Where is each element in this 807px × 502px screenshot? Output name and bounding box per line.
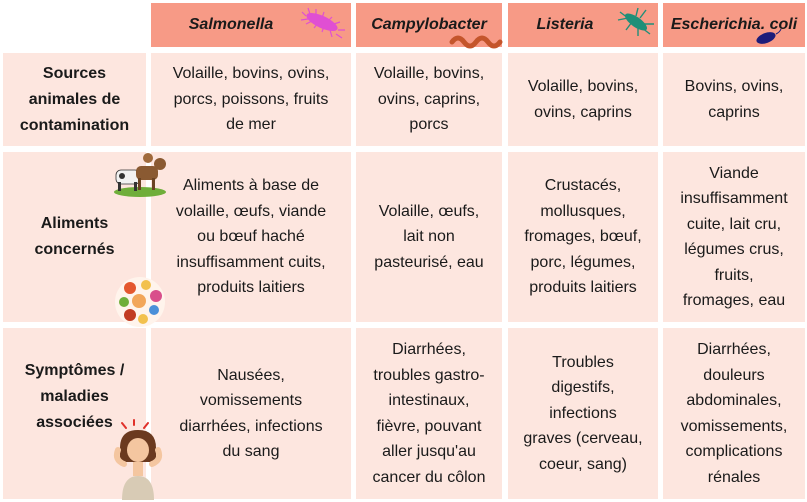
cell-line: fromages, eau [682, 292, 786, 309]
cell-line: Volaille, bovins, [373, 65, 485, 83]
cell-line: mollusques, [540, 202, 626, 220]
cell-symptomes-listeria [508, 328, 658, 499]
row-header-aliments-line: Aliments [40, 215, 109, 232]
cell-line: ovins, caprins, [377, 90, 481, 108]
cell-line: de mer [226, 116, 276, 134]
salmonella-bacterium-icon [300, 6, 350, 42]
row-header-symptomes-line: Symptômes / [24, 361, 125, 379]
column-header-ecoli-label: Escherichia. coli [670, 16, 798, 33]
row-header-aliments-line: concernés [34, 241, 115, 258]
cell-line: complications [685, 443, 783, 460]
cell-line: intestinaux, [388, 392, 470, 409]
cell-line: Bovins, ovins, [684, 78, 784, 95]
cell-line: diarrhées, infections [179, 417, 323, 435]
cell-line: digestifs, [551, 379, 615, 397]
cell-aliments-campylobacter [356, 152, 502, 322]
cell-line: porc, légumes, [530, 253, 636, 271]
cell-line: Troubles [552, 353, 614, 371]
cell-line: coeur, sang) [538, 455, 628, 473]
cell-line: Diarrhées, [697, 341, 771, 358]
cell-line: porcs, poissons, fruits [173, 90, 329, 108]
cell-line: douleurs [703, 366, 765, 384]
cell-sources-campylobacter [356, 53, 502, 146]
cell-line: rénales [707, 468, 761, 486]
listeria-bacterium-icon [616, 8, 656, 44]
cell-line: lait non [403, 228, 455, 246]
cell-line: vomissements [199, 392, 303, 409]
cell-line: Aliments à base de [182, 177, 320, 195]
cell-line: Crustacés, [544, 177, 622, 195]
cell-line: abdominales, [686, 392, 782, 409]
column-header-salmonella-label: Salmonella [188, 16, 274, 33]
cell-sources-ecoli [663, 53, 805, 146]
cell-symptomes-salmonella [151, 328, 351, 499]
column-header-ecoli [663, 3, 805, 47]
cell-line: graves (cerveau, [523, 430, 643, 448]
row-header-symptomes-line: associées [36, 413, 113, 431]
cell-line: vomissements, [680, 417, 788, 435]
column-header-listeria-label: Listeria [536, 16, 594, 33]
cell-line: fromages, bœuf, [524, 228, 642, 246]
cell-line: Nausées, [217, 366, 285, 384]
cell-line: cuite, lait cru, [686, 215, 782, 233]
cell-line: Volaille, bovins, ovins, [172, 65, 330, 83]
food-assortment-icon [112, 274, 168, 330]
cell-line: infections [549, 404, 617, 422]
cell-line: porcs [409, 116, 449, 134]
cell-line: fièvre, pouvant [376, 417, 482, 435]
cell-line: volaille, œufs, viande [175, 202, 327, 220]
campylobacter-bacterium-icon [450, 32, 504, 50]
cell-symptomes-ecoli [663, 328, 805, 499]
cell-aliments-ecoli [663, 152, 805, 322]
cell-line: insuffisamment cuits, [176, 253, 326, 271]
sick-person-icon [112, 420, 164, 500]
cell-line: Viande [709, 164, 759, 182]
cell-symptomes-campylobacter [356, 328, 502, 499]
cell-line: Volaille, bovins, [527, 78, 639, 95]
cell-line: produits laitiers [197, 279, 305, 297]
cell-sources-listeria [508, 53, 658, 146]
cell-line: Diarrhées, [392, 341, 466, 358]
row-header-sources-line: animales de [28, 90, 121, 108]
cell-line: aller jusqu'au [382, 443, 476, 460]
cell-sources-salmonella [151, 53, 351, 146]
cell-line: fruits, [714, 266, 754, 284]
cell-line: du sang [222, 443, 280, 460]
cell-line: produits laitiers [529, 279, 637, 297]
row-header-sources-line: Sources [42, 64, 107, 82]
farm-animals-icon [110, 152, 168, 198]
cell-line: insuffisamment [680, 190, 788, 207]
cell-line: ovins, caprins [534, 103, 632, 121]
cell-line: légumes crus, [684, 241, 784, 258]
cell-line: ou bœuf haché [197, 228, 305, 246]
cell-line: Volaille, œufs, [378, 202, 480, 220]
row-header-sources-line: contamination [19, 116, 130, 134]
row-header-symptomes-line: maladies [40, 387, 109, 405]
cell-aliments-salmonella [151, 152, 351, 322]
cell-line: cancer du côlon [372, 468, 486, 486]
row-header-sources [3, 53, 146, 146]
cell-line: pasteurisé, eau [374, 253, 484, 271]
cell-aliments-listeria [508, 152, 658, 322]
cell-line: caprins [708, 103, 760, 121]
cell-line: troubles gastro- [373, 366, 485, 384]
column-header-campylobacter-label: Campylobacter [371, 16, 487, 33]
